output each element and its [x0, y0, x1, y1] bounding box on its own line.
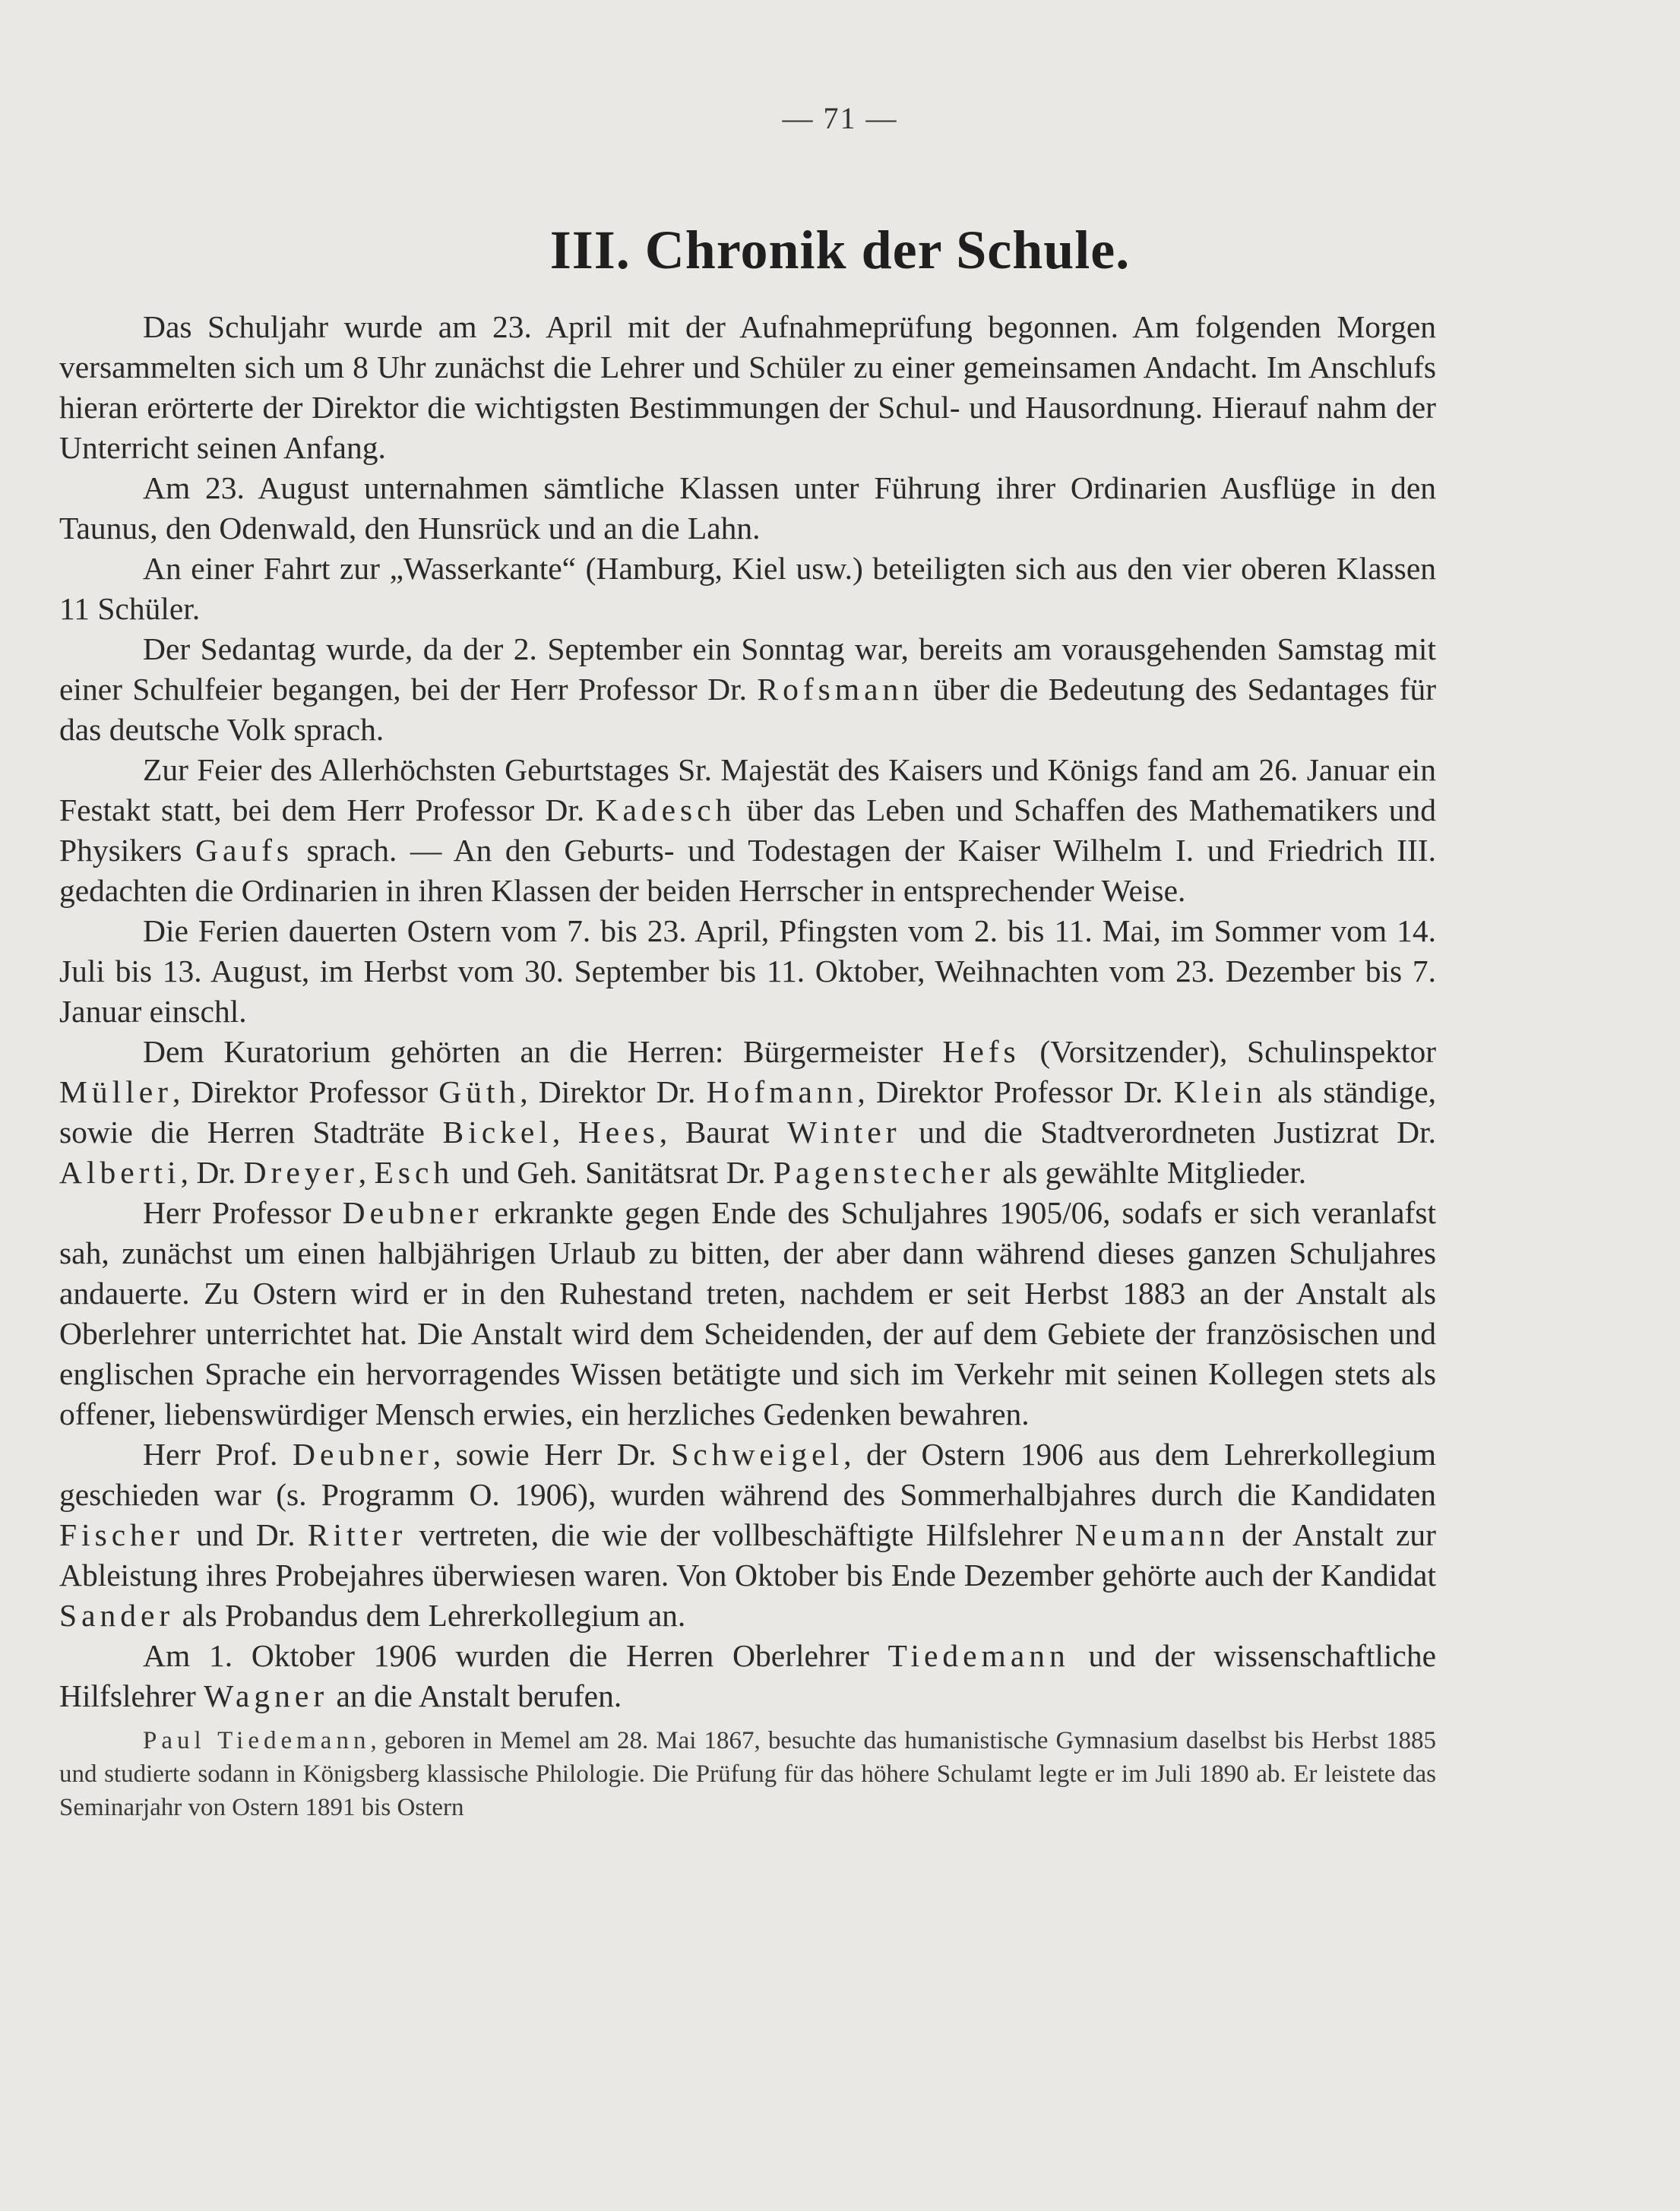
- person-name: Tiedemann: [887, 1638, 1070, 1673]
- paragraph-school-year-start: Das Schuljahr wurde am 23. April mit der Aufnahmeprüfung begonnen. Am folgenden Morgen versammelten sich um 8 Uhr zunächst die Lehrer und Schüler zu einer gemeinsamen Andacht. Im Anschlufs hieran erörterte der Direktor die wichtigsten Bestimmungen der Schul- und Hausordnung. Hierauf nahm der Unterricht seinen Anfang.: [59, 309, 1436, 465]
- paragraph-holidays: Die Ferien dauerten Ostern vom 7. bis 23. April, Pfingsten vom 2. bis 11. Mai, im Sommer vom 14. Juli bis 13. August, im Herbst vom 30. September bis 11. Oktober, Weihnachten vom 23. Dezember bis 7. Januar einschl.: [59, 913, 1436, 1029]
- text-run: Herr Professor: [143, 1195, 331, 1230]
- person-name: Deubner: [342, 1195, 483, 1230]
- text-run: an die Anstalt berufen.: [336, 1678, 622, 1713]
- paragraph-kaisers-birthday: [59, 750, 1436, 911]
- person-name: Fischer: [59, 1517, 185, 1552]
- text-run: und Dr.: [196, 1517, 296, 1552]
- text-run: , Direktor Professor: [172, 1074, 429, 1109]
- person-name: Wagner: [204, 1678, 329, 1713]
- text-run: , geboren in Memel am 28. Mai 1867, besuchte das humanistische Gymnasium daselbst bis Herbst 1885 und studierte sodann in Königsberg klassische Philologie. Die Prüfung für das höhere Schulamt legte er im Juli 1890 ab. Er leistete das Seminarjahr von Ostern 1891 bis Ostern: [59, 1727, 1436, 1821]
- text-run: ,: [552, 1115, 561, 1150]
- text-run: sprach. — An den Geburts- und Todestagen der Kaiser Wilhelm I. und Friedrich III. gedachten die Ordinarien in ihren Klassen der beiden Herrscher in entsprechender Weise.: [59, 833, 1437, 908]
- text-run: als gewählte Mitglieder.: [1002, 1155, 1307, 1190]
- person-name: Rofsmann: [757, 672, 923, 707]
- text-run: Zur Feier des Allerhöchsten Geburtstages Sr. Majestät des Kaisers und Königs fand am 26. Januar ein Festakt statt, bei dem Herr Professor Dr.: [59, 752, 1436, 827]
- person-name: Deubner: [293, 1437, 433, 1472]
- person-name: Schweigel: [671, 1437, 844, 1472]
- person-name: Hefs: [942, 1034, 1020, 1069]
- person-name: Pagenstecher: [773, 1155, 995, 1190]
- text-run: , Baurat: [659, 1115, 770, 1150]
- text-run: und Geh. Sanitätsrat Dr.: [461, 1155, 766, 1190]
- section-title: III. Chronik der Schule.: [549, 220, 1131, 280]
- paragraph-sedantag: [59, 629, 1436, 750]
- page-number: — 71 —: [782, 101, 898, 135]
- person-name: Neumann: [1074, 1517, 1229, 1552]
- text-run: über das Leben und Schaffen des Mathematikers und Physikers: [59, 792, 1437, 868]
- person-name: Alberti: [59, 1155, 181, 1190]
- text-run: über die Bedeutung des Sedantages für das deutsche Volk sprach.: [59, 672, 1437, 747]
- person-name: Gaufs: [195, 833, 294, 868]
- person-name: Sander: [59, 1598, 175, 1633]
- person-name: Paul Tiedemann: [143, 1727, 371, 1754]
- body-text: [59, 307, 1436, 1824]
- paragraph-appointments: [59, 1636, 1436, 1716]
- text-run: Am 1. Oktober 1906 wurden die Herren Oberlehrer: [143, 1638, 869, 1673]
- text-run: als Probandus dem Lehrerkollegium an.: [182, 1598, 686, 1633]
- person-name: Kadesch: [595, 792, 736, 827]
- paragraph-wasserkante-trip: An einer Fahrt zur „Wasserkante“ (Hamburg, Kiel usw.) beteiligten sich aus den vier oberen Klassen 11 Schüler.: [59, 551, 1436, 626]
- text-run: , Direktor Dr.: [520, 1074, 696, 1109]
- person-name: Güth: [438, 1074, 520, 1109]
- footnote-tiedemann: [59, 1724, 1436, 1824]
- person-name: Hofmann: [706, 1074, 858, 1109]
- text-run: Dem Kuratorium gehörten an die Herren: Bürgermeister: [143, 1034, 923, 1069]
- paragraph-deubner-illness: [59, 1193, 1436, 1434]
- text-run: , Direktor Professor Dr.: [857, 1074, 1163, 1109]
- text-run: ,: [358, 1155, 367, 1190]
- person-name: Klein: [1173, 1074, 1267, 1109]
- person-name: Müller: [59, 1074, 172, 1109]
- person-name: Winter: [786, 1115, 901, 1150]
- text-run: , sowie Herr Dr.: [432, 1437, 656, 1472]
- text-run: , der Ostern 1906 aus dem Lehrerkollegium geschieden war (s. Programm O. 1906), wurden während des Sommerhalbjahres durch die Kandidaten: [59, 1437, 1437, 1512]
- text-run: vertreten, die wie der vollbeschäftigte Hilfslehrer: [419, 1517, 1063, 1552]
- person-name: Dreyer: [243, 1155, 359, 1190]
- paragraph-kuratorium: [59, 1032, 1436, 1193]
- paragraph-excursions: Am 23. August unternahmen sämtliche Klassen unter Führung ihrer Ordinarien Ausflüge in den Taunus, den Odenwald, den Hunsrück und an die Lahn.: [59, 470, 1436, 546]
- text-run: und der wissenschaftliche Hilfslehrer: [59, 1638, 1437, 1713]
- person-name: Bickel: [442, 1115, 552, 1150]
- text-run: erkrankte gegen Ende des Schuljahres 1905/06, sodafs er sich veranlafst sah, zunächst um einen halbjährigen Urlaub zu bitten, der aber dann während dieses ganzen Schuljahres andauerte. Zu Ostern wird er in den Ruhestand treten, nachdem er seit Herbst 1883 an der Anstalt als Oberlehrer unterrichtet hat. Die Anstalt wird dem Scheidenden, der auf dem Gebiete der französischen und englischen Sprache ein hervorragendes Wissen betätigte und sich im Verkehr mit seinen Kollegen stets als offener, liebenswürdiger Mensch erwies, ein herzliches Gedenken bewahren.: [59, 1195, 1437, 1431]
- text-run: (Vorsitzender), Schulinspektor: [1039, 1034, 1437, 1069]
- text-run: und die Stadtverordneten Justizrat Dr.: [919, 1115, 1437, 1150]
- text-run: Der Sedantag wurde, da der 2. September ein Sonntag war, bereits am vorausgehenden Samstag mit einer Schulfeier begangen, bei der Herr Professor Dr.: [59, 631, 1436, 707]
- text-run: , Dr.: [180, 1155, 236, 1190]
- text-run: als ständige, sowie die Herren Stadträte: [59, 1074, 1437, 1150]
- person-name: Esch: [374, 1155, 454, 1190]
- text-run: Herr Prof.: [143, 1437, 278, 1472]
- person-name: Hees: [577, 1115, 660, 1150]
- paragraph-substitutes: [59, 1434, 1436, 1636]
- person-name: Ritter: [307, 1517, 407, 1552]
- text-run: der Anstalt zur Ableistung ihres Probejahres überwiesen waren. Von Oktober bis Ende Dezember gehörte auch der Kandidat: [59, 1517, 1437, 1593]
